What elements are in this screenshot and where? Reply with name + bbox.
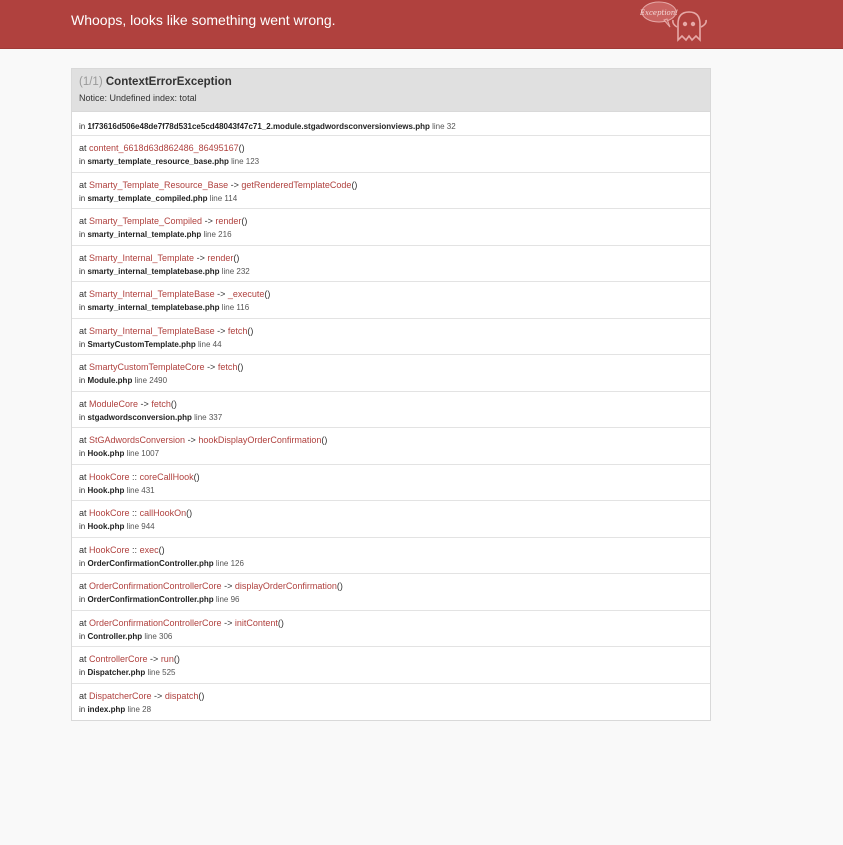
frame-location xyxy=(79,375,703,386)
trace-frame xyxy=(72,209,710,246)
frame-parens: () xyxy=(241,216,248,226)
frame-class[interactable]: Smarty_Template_Resource_Base xyxy=(89,179,229,190)
frame-separator: -> xyxy=(151,690,165,701)
trace-frame xyxy=(72,112,710,136)
frame-location xyxy=(79,339,703,350)
frame-call xyxy=(79,142,703,154)
frame-parens: () xyxy=(186,508,193,518)
frame-separator: -> xyxy=(147,654,161,664)
frame-file[interactable]: smarty_internal_templatebase.php xyxy=(87,266,220,276)
frame-file[interactable]: smarty_internal_template.php xyxy=(87,230,202,239)
frame-separator: -> xyxy=(185,435,199,445)
frame-class[interactable]: StGAdwordsConversion xyxy=(89,435,186,445)
frame-in-label: in xyxy=(79,558,88,568)
trace-frame xyxy=(72,501,710,538)
frame-function[interactable]: run xyxy=(160,654,174,664)
frame-line: line 28 xyxy=(125,704,152,714)
exception-counter: (1/1) xyxy=(79,76,103,88)
frame-location xyxy=(79,667,703,678)
frame-class[interactable]: OrderConfirmationControllerCore xyxy=(89,581,222,591)
frame-function[interactable]: getRenderedTemplateCode xyxy=(241,179,352,190)
frame-in-label: in xyxy=(79,485,88,495)
frame-function[interactable]: content_6618d63d862486_86495167 xyxy=(89,143,239,153)
frame-location xyxy=(79,558,703,569)
frame-function[interactable]: callHookOn xyxy=(139,508,187,518)
frame-function[interactable]: fetch xyxy=(227,325,248,336)
frame-function[interactable]: displayOrderConfirmation xyxy=(234,581,337,591)
frame-function[interactable]: exec xyxy=(139,544,159,555)
frame-in-label: in xyxy=(79,595,88,604)
frame-line: line 306 xyxy=(142,631,173,641)
frame-in-label: in xyxy=(79,122,88,131)
frame-call xyxy=(79,288,703,300)
frame-line: line 216 xyxy=(201,230,232,239)
frame-call xyxy=(79,179,703,191)
trace-frame xyxy=(72,246,710,283)
frame-parens: () xyxy=(158,544,165,555)
frame-at-label: at xyxy=(79,252,90,263)
trace-frame xyxy=(72,684,710,721)
frame-class[interactable]: DispatcherCore xyxy=(89,690,152,701)
frame-function[interactable]: render xyxy=(207,252,234,263)
trace-frame xyxy=(72,465,710,502)
frame-line: line 32 xyxy=(429,122,456,131)
frame-line: line 114 xyxy=(207,193,238,203)
frame-parens: () xyxy=(264,289,271,299)
frame-at-label: at xyxy=(79,325,90,336)
frame-file[interactable]: Hook.php xyxy=(87,485,125,495)
frame-separator: -> xyxy=(221,581,235,591)
exception-title xyxy=(79,75,703,89)
frame-function[interactable]: coreCallHook xyxy=(139,471,194,482)
frame-at-label: at xyxy=(79,289,90,299)
frame-class[interactable]: HookCore xyxy=(89,508,130,518)
trace-frame xyxy=(72,173,710,210)
frame-file[interactable]: smarty_internal_templatebase.php xyxy=(87,303,220,312)
frame-in-label: in xyxy=(79,157,88,166)
frame-line: line 116 xyxy=(219,303,250,312)
frame-file[interactable]: smarty_template_resource_base.php xyxy=(87,157,229,166)
frame-at-label: at xyxy=(79,690,90,701)
frame-location xyxy=(79,704,703,715)
trace-frame xyxy=(72,319,710,356)
frame-line: line 232 xyxy=(219,266,250,276)
frame-line: line 44 xyxy=(195,339,222,349)
frame-line: line 1007 xyxy=(124,449,160,458)
frame-class[interactable]: OrderConfirmationControllerCore xyxy=(89,617,222,628)
frame-file[interactable]: 1f73616d506e48de7f78d531ce5cd48043f47c71_2.module.stgadwordsconversionviews.php xyxy=(87,122,430,131)
frame-at-label: at xyxy=(79,581,90,591)
frame-in-label: in xyxy=(79,631,88,641)
frame-function[interactable]: _execute xyxy=(227,289,265,299)
frame-class[interactable]: Smarty_Template_Compiled xyxy=(89,216,203,226)
frame-file[interactable]: OrderConfirmationController.php xyxy=(87,595,214,604)
frame-call xyxy=(79,690,703,702)
frame-location xyxy=(79,594,703,605)
exception-panel xyxy=(71,68,711,721)
frame-function[interactable]: fetch xyxy=(217,362,238,372)
frame-call xyxy=(79,507,703,519)
trace-frame xyxy=(72,428,710,465)
frame-call xyxy=(79,544,703,556)
frame-file[interactable]: stgadwordsconversion.php xyxy=(87,412,192,422)
frame-in-label: in xyxy=(79,412,88,422)
frame-line: line 337 xyxy=(191,412,223,422)
stack-trace xyxy=(72,112,710,720)
frame-class[interactable]: ModuleCore xyxy=(89,398,139,409)
trace-frame xyxy=(72,282,710,319)
frame-at-label: at xyxy=(79,471,90,482)
frame-line: line 2490 xyxy=(132,376,168,385)
frame-at-label: at xyxy=(79,435,90,445)
logo-text: Exception! xyxy=(640,9,679,17)
trace-frame xyxy=(72,611,710,648)
frame-separator: -> xyxy=(138,398,152,409)
trace-frame xyxy=(72,136,710,173)
frame-separator: :: xyxy=(129,471,140,482)
frame-in-label: in xyxy=(79,339,88,349)
frame-call xyxy=(79,434,703,446)
frame-separator: -> xyxy=(214,325,228,336)
exception-message: Notice: Undefined index: total xyxy=(79,93,197,103)
frame-parens: () xyxy=(233,252,240,263)
frame-file[interactable]: Module.php xyxy=(87,376,133,385)
frame-location xyxy=(79,412,703,423)
frame-line: line 123 xyxy=(228,157,260,166)
frame-in-label: in xyxy=(79,704,88,714)
frame-in-label: in xyxy=(79,668,88,677)
frame-at-label: at xyxy=(79,179,90,190)
frame-at-label: at xyxy=(79,617,90,628)
frame-in-label: in xyxy=(79,230,88,239)
frame-parens: () xyxy=(247,325,254,336)
frame-in-label: in xyxy=(79,303,88,312)
frame-parens: () xyxy=(173,654,180,664)
frame-separator: -> xyxy=(221,617,235,628)
frame-call xyxy=(79,471,703,483)
frame-file[interactable]: Hook.php xyxy=(87,449,125,458)
frame-at-label: at xyxy=(79,508,90,518)
frame-parens: () xyxy=(193,471,200,482)
frame-class[interactable]: HookCore xyxy=(89,544,130,555)
trace-frame xyxy=(72,392,710,429)
frame-call xyxy=(79,617,703,629)
frame-parens: () xyxy=(277,617,284,628)
frame-call xyxy=(79,361,703,373)
frame-file[interactable]: index.php xyxy=(87,704,126,714)
frame-location xyxy=(79,631,703,642)
frame-parens: () xyxy=(336,581,343,591)
frame-location xyxy=(79,121,703,132)
frame-function[interactable]: hookDisplayOrderConfirmation xyxy=(198,435,322,445)
frame-location xyxy=(79,448,703,459)
frame-location xyxy=(79,229,703,240)
frame-class[interactable]: HookCore xyxy=(89,471,130,482)
frame-file[interactable]: Hook.php xyxy=(87,522,125,531)
frame-parens: () xyxy=(198,690,205,701)
frame-in-label: in xyxy=(79,522,88,531)
frame-class[interactable]: ControllerCore xyxy=(89,654,148,664)
frame-location xyxy=(79,266,703,277)
frame-at-label: at xyxy=(79,654,90,664)
frame-at-label: at xyxy=(79,216,90,226)
frame-separator: -> xyxy=(228,179,242,190)
frame-call xyxy=(79,653,703,665)
trace-frame xyxy=(72,647,710,684)
frame-in-label: in xyxy=(79,376,88,385)
frame-separator: :: xyxy=(129,508,140,518)
frame-line: line 944 xyxy=(124,522,155,531)
frame-function[interactable]: initContent xyxy=(234,617,278,628)
frame-separator: -> xyxy=(194,252,208,263)
frame-in-label: in xyxy=(79,266,88,276)
frame-location xyxy=(79,521,703,532)
frame-line: line 525 xyxy=(145,668,176,677)
frame-parens: () xyxy=(170,398,177,409)
frame-separator: -> xyxy=(202,216,216,226)
frame-at-label: at xyxy=(79,544,90,555)
frame-in-label: in xyxy=(79,449,88,458)
frame-at-label: at xyxy=(79,143,90,153)
frame-file[interactable]: OrderConfirmationController.php xyxy=(87,558,214,568)
frame-call xyxy=(79,325,703,337)
frame-file[interactable]: Controller.php xyxy=(87,631,143,641)
frame-parens: () xyxy=(237,362,244,372)
page-title: Whoops, looks like something went wrong. xyxy=(71,12,336,28)
frame-file[interactable]: Dispatcher.php xyxy=(87,668,146,677)
exception-name: ContextErrorException xyxy=(105,76,232,88)
frame-line: line 431 xyxy=(124,485,155,495)
frame-call xyxy=(79,398,703,410)
frame-location xyxy=(79,302,703,313)
frame-location xyxy=(79,193,703,204)
trace-frame xyxy=(72,574,710,611)
frame-separator: -> xyxy=(214,289,228,299)
frame-location xyxy=(79,156,703,167)
frame-class[interactable]: SmartyCustomTemplateCore xyxy=(89,362,205,372)
frame-call xyxy=(79,252,703,264)
frame-parens: () xyxy=(321,435,328,445)
frame-line: line 126 xyxy=(213,558,244,568)
frame-location xyxy=(79,485,703,496)
frame-at-label: at xyxy=(79,398,90,409)
error-header xyxy=(0,0,843,49)
ghost-exception-icon xyxy=(640,0,714,44)
frame-class[interactable]: Smarty_Internal_TemplateBase xyxy=(89,325,215,336)
frame-class[interactable]: Smarty_Internal_Template xyxy=(89,252,195,263)
trace-frame xyxy=(72,355,710,392)
frame-in-label: in xyxy=(79,193,88,203)
frame-parens: () xyxy=(351,179,358,190)
frame-function[interactable]: render xyxy=(215,216,242,226)
frame-separator: -> xyxy=(204,362,218,372)
frame-call xyxy=(79,215,703,227)
frame-class[interactable]: Smarty_Internal_TemplateBase xyxy=(89,289,215,299)
frame-call xyxy=(79,580,703,592)
frame-function[interactable]: dispatch xyxy=(164,690,199,701)
exception-header xyxy=(72,69,710,112)
trace-frame xyxy=(72,538,710,575)
frame-file[interactable]: smarty_template_compiled.php xyxy=(87,193,208,203)
frame-function[interactable]: fetch xyxy=(151,398,171,409)
frame-at-label: at xyxy=(79,362,90,372)
frame-separator: :: xyxy=(129,544,140,555)
frame-line: line 96 xyxy=(213,595,240,604)
frame-parens: () xyxy=(238,143,245,153)
frame-file[interactable]: SmartyCustomTemplate.php xyxy=(87,339,196,349)
